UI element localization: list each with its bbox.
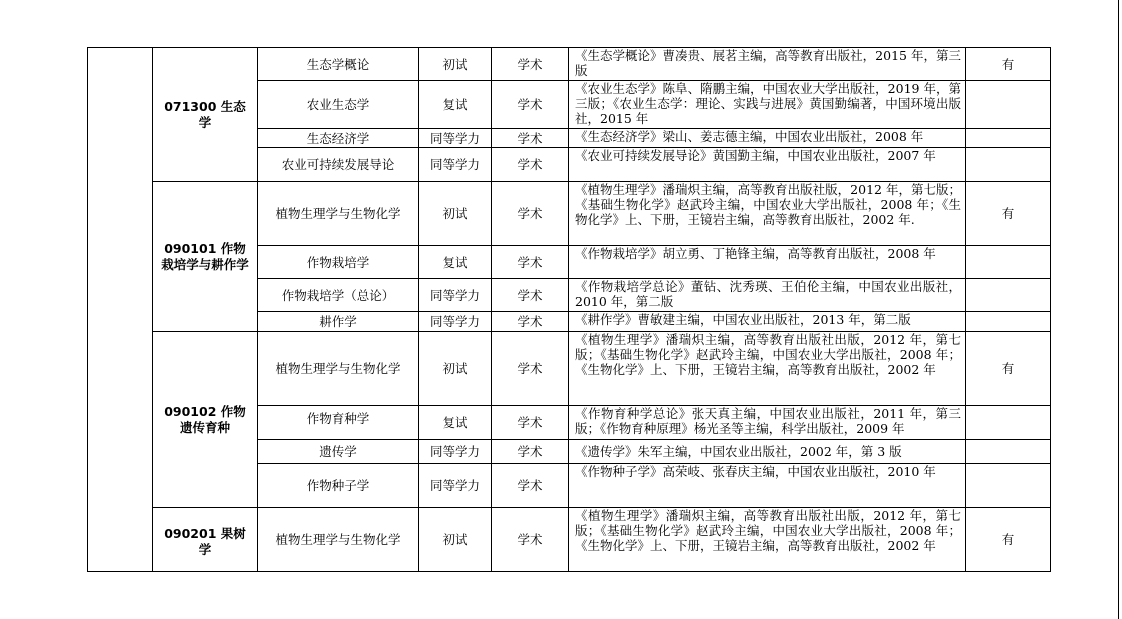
reference-books: 《农业生态学》陈阜、隋鹏主编，中国农业大学出版社，2019 年，第三版；《农业生态学：理论、实践与进展》黄国勤编著，中国环境出版社，2015 年: [569, 81, 966, 129]
course-name-text: 作物育种学: [306, 411, 370, 426]
course-name: [258, 406, 419, 440]
exam-type: 复试: [419, 406, 492, 440]
exam-type: 同等学力: [419, 279, 492, 312]
reference-books: 《植物生理学》潘瑞炽主编，高等教育出版社版，2012 年，第七版；《基础生物化学》赵武玲主编，中国农业大学出版社，2008 年；《生物化学》上、下册，王镜岩主编，高等教育出版社，2002 年.: [569, 182, 966, 246]
table-row: [88, 48, 1051, 81]
degree-type: 学术: [492, 508, 569, 572]
degree-type: 学术: [492, 81, 569, 129]
course-name: 植物生理学与生物化学: [258, 182, 419, 246]
degree-type: 学术: [492, 332, 569, 406]
remark: 有: [966, 182, 1051, 246]
course-name: 作物种子学: [258, 464, 419, 508]
table-row: [88, 508, 1051, 572]
page-edge-line: [1118, 0, 1119, 619]
degree-type: 学术: [492, 312, 569, 332]
exam-type: 初试: [419, 48, 492, 81]
reference-books: 《作物栽培学总论》董钻、沈秀瑛、王伯伦主编，中国农业出版社，2010 年，第二版: [569, 279, 966, 312]
remark: [966, 246, 1051, 279]
table-row: [88, 182, 1051, 246]
remark: [966, 440, 1051, 464]
major-name: 071300 生态学: [153, 48, 258, 182]
table-row: [88, 332, 1051, 406]
remark: [966, 406, 1051, 440]
degree-type: 学术: [492, 246, 569, 279]
exam-type: 初试: [419, 182, 492, 246]
remark: 有: [966, 508, 1051, 572]
exam-type: 同等学力: [419, 148, 492, 182]
course-name: 遗传学: [258, 440, 419, 464]
course-name: 生态经济学: [258, 129, 419, 148]
reference-books: 《作物育种学总论》张天真主编，中国农业出版社，2011 年，第三版；《作物育种原理》杨光圣等主编，科学出版社，2009 年: [569, 406, 966, 440]
exam-type: 同等学力: [419, 440, 492, 464]
course-name: 生态学概论: [258, 48, 419, 81]
exam-type: 同等学力: [419, 312, 492, 332]
major-name: 090102 作物遗传育种: [153, 332, 258, 508]
degree-type: 学术: [492, 440, 569, 464]
remark: [966, 312, 1051, 332]
major-name: 090101 作物栽培学与耕作学: [153, 182, 258, 332]
course-name: 农业生态学: [258, 81, 419, 129]
reference-books: 《作物种子学》高荣岐、张春庆主编，中国农业出版社，2010 年: [569, 464, 966, 508]
degree-type: 学术: [492, 148, 569, 182]
course-name: 作物栽培学: [258, 246, 419, 279]
remark: 有: [966, 332, 1051, 406]
exam-type: 同等学力: [419, 129, 492, 148]
exam-type: 复试: [419, 81, 492, 129]
reference-books: 《农业可持续发展导论》黄国勤主编，中国农业出版社，2007 年: [569, 148, 966, 182]
degree-type: 学术: [492, 406, 569, 440]
reference-books: 《耕作学》曹敏建主编，中国农业出版社，2013 年，第二版: [569, 312, 966, 332]
college-cell: [88, 48, 153, 572]
reference-books: 《作物栽培学》胡立勇、丁艳锋主编，高等教育出版社，2008 年: [569, 246, 966, 279]
remark: [966, 279, 1051, 312]
reference-books: 《遗传学》朱军主编，中国农业出版社，2002 年，第 3 版: [569, 440, 966, 464]
exam-type: 初试: [419, 508, 492, 572]
course-name: 作物栽培学（总论）: [258, 279, 419, 312]
exam-type: 同等学力: [419, 464, 492, 508]
course-name: 植物生理学与生物化学: [258, 508, 419, 572]
remark: [966, 81, 1051, 129]
reference-books: 《生态学概论》曹凑贵、展茗主编，高等教育出版社，2015 年，第三版: [569, 48, 966, 81]
exam-type: 初试: [419, 332, 492, 406]
degree-type: 学术: [492, 279, 569, 312]
exam-reference-table: [87, 47, 1051, 572]
degree-type: 学术: [492, 182, 569, 246]
remark: [966, 464, 1051, 508]
remark: 有: [966, 48, 1051, 81]
course-name: 耕作学: [258, 312, 419, 332]
degree-type: 学术: [492, 48, 569, 81]
course-name: 植物生理学与生物化学: [258, 332, 419, 406]
major-name: 090201 果树学: [153, 508, 258, 572]
reference-books: 《植物生理学》潘瑞炽主编，高等教育出版社出版，2012 年，第七版；《基础生物化学》赵武玲主编，中国农业大学出版社，2008 年；《生物化学》上、下册，王镜岩主编，高等教育出版社，2002 年: [569, 508, 966, 572]
remark: [966, 148, 1051, 182]
reference-books: 《生态经济学》梁山、姜志德主编，中国农业出版社，2008 年: [569, 129, 966, 148]
degree-type: 学术: [492, 129, 569, 148]
course-name: 农业可持续发展导论: [258, 148, 419, 182]
degree-type: 学术: [492, 464, 569, 508]
remark: [966, 129, 1051, 148]
reference-books: 《植物生理学》潘瑞炽主编，高等教育出版社出版，2012 年，第七版；《基础生物化学》赵武玲主编，中国农业大学出版社，2008 年；《生物化学》上、下册，王镜岩主编，高等教育出版社，2002 年: [569, 332, 966, 406]
exam-type: 复试: [419, 246, 492, 279]
